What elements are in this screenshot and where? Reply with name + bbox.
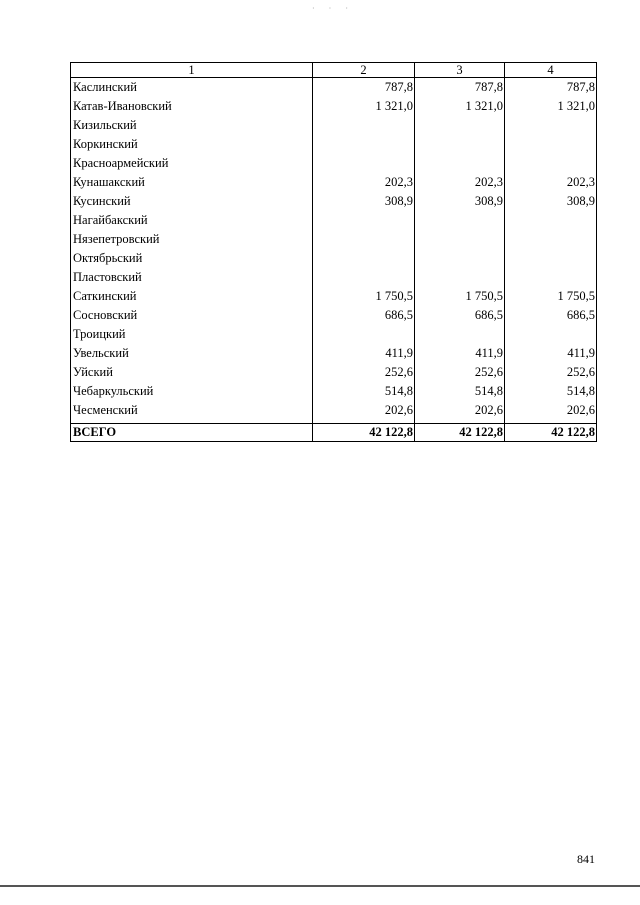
- value-col-4: 252,6: [505, 363, 597, 382]
- value-col-2: [313, 325, 415, 344]
- value-col-3: 787,8: [415, 78, 505, 98]
- value-col-2: 1 321,0: [313, 97, 415, 116]
- table-row: [71, 268, 597, 287]
- district-name: Уйский: [71, 363, 313, 382]
- district-name: Саткинский: [71, 287, 313, 306]
- value-col-3: 252,6: [415, 363, 505, 382]
- value-col-2: [313, 230, 415, 249]
- district-name: Кусинский: [71, 192, 313, 211]
- table-row: [71, 78, 597, 98]
- district-name: Коркинский: [71, 135, 313, 154]
- district-name: Сосновский: [71, 306, 313, 325]
- value-col-4: 1 321,0: [505, 97, 597, 116]
- value-col-3: [415, 135, 505, 154]
- district-name: Чебаркульский: [71, 382, 313, 401]
- value-col-2: 202,6: [313, 401, 415, 420]
- page-number: 841: [577, 852, 595, 866]
- value-col-4: [505, 116, 597, 135]
- total-col-2: 42 122,8: [313, 424, 415, 442]
- total-col-4: 42 122,8: [505, 424, 597, 442]
- district-name: Красноармейский: [71, 154, 313, 173]
- budget-table: [70, 62, 597, 442]
- total-row: [71, 424, 597, 442]
- value-col-3: 686,5: [415, 306, 505, 325]
- table-row: [71, 154, 597, 173]
- value-col-4: [505, 249, 597, 268]
- value-col-4: 686,5: [505, 306, 597, 325]
- footer-divider: [0, 885, 640, 887]
- column-header-1: 1: [71, 63, 313, 78]
- table-row: [71, 382, 597, 401]
- value-col-4: 787,8: [505, 78, 597, 98]
- value-col-3: 411,9: [415, 344, 505, 363]
- scan-artifact: · · ·: [312, 4, 354, 13]
- table-row: [71, 192, 597, 211]
- value-col-4: [505, 154, 597, 173]
- district-name: Катав-Ивановский: [71, 97, 313, 116]
- value-col-4: [505, 135, 597, 154]
- table-row: [71, 249, 597, 268]
- value-col-2: [313, 249, 415, 268]
- value-col-2: 787,8: [313, 78, 415, 98]
- district-name: Нагайбакский: [71, 211, 313, 230]
- district-name: Троицкий: [71, 325, 313, 344]
- value-col-3: 202,3: [415, 173, 505, 192]
- value-col-3: [415, 325, 505, 344]
- table-row: [71, 135, 597, 154]
- table-row: [71, 116, 597, 135]
- value-col-3: [415, 211, 505, 230]
- table-row: [71, 306, 597, 325]
- value-col-3: 202,6: [415, 401, 505, 420]
- column-header-4: 4: [505, 63, 597, 78]
- district-name: Нязепетровский: [71, 230, 313, 249]
- value-col-4: 202,6: [505, 401, 597, 420]
- table-row: [71, 401, 597, 420]
- table-row: [71, 173, 597, 192]
- value-col-2: 686,5: [313, 306, 415, 325]
- value-col-2: [313, 135, 415, 154]
- district-name: Каслинский: [71, 78, 313, 98]
- table-row: [71, 211, 597, 230]
- value-col-4: [505, 268, 597, 287]
- district-name: Пластовский: [71, 268, 313, 287]
- header-row: [71, 63, 597, 78]
- value-col-3: 514,8: [415, 382, 505, 401]
- value-col-3: [415, 268, 505, 287]
- total-label: ВСЕГО: [71, 424, 313, 442]
- district-name: Кунашакский: [71, 173, 313, 192]
- district-name: Увельский: [71, 344, 313, 363]
- district-name: Кизильский: [71, 116, 313, 135]
- value-col-4: [505, 230, 597, 249]
- column-header-2: 2: [313, 63, 415, 78]
- district-name: Чесменский: [71, 401, 313, 420]
- value-col-2: 308,9: [313, 192, 415, 211]
- value-col-4: 308,9: [505, 192, 597, 211]
- value-col-2: [313, 154, 415, 173]
- value-col-2: 252,6: [313, 363, 415, 382]
- value-col-4: 202,3: [505, 173, 597, 192]
- value-col-4: [505, 211, 597, 230]
- value-col-2: 202,3: [313, 173, 415, 192]
- value-col-2: 411,9: [313, 344, 415, 363]
- value-col-4: 411,9: [505, 344, 597, 363]
- column-header-3: 3: [415, 63, 505, 78]
- value-col-3: [415, 116, 505, 135]
- value-col-3: 308,9: [415, 192, 505, 211]
- value-col-2: [313, 116, 415, 135]
- table-row: [71, 287, 597, 306]
- value-col-2: 514,8: [313, 382, 415, 401]
- total-col-3: 42 122,8: [415, 424, 505, 442]
- district-name: Октябрьский: [71, 249, 313, 268]
- value-col-3: [415, 249, 505, 268]
- value-col-2: 1 750,5: [313, 287, 415, 306]
- value-col-3: [415, 230, 505, 249]
- value-col-3: 1 321,0: [415, 97, 505, 116]
- value-col-4: [505, 325, 597, 344]
- value-col-2: [313, 211, 415, 230]
- table-row: [71, 230, 597, 249]
- table-row: [71, 97, 597, 116]
- table-body: [71, 78, 597, 421]
- value-col-2: [313, 268, 415, 287]
- value-col-3: 1 750,5: [415, 287, 505, 306]
- table-row: [71, 325, 597, 344]
- value-col-3: [415, 154, 505, 173]
- value-col-4: 1 750,5: [505, 287, 597, 306]
- value-col-4: 514,8: [505, 382, 597, 401]
- table-row: [71, 363, 597, 382]
- table-row: [71, 344, 597, 363]
